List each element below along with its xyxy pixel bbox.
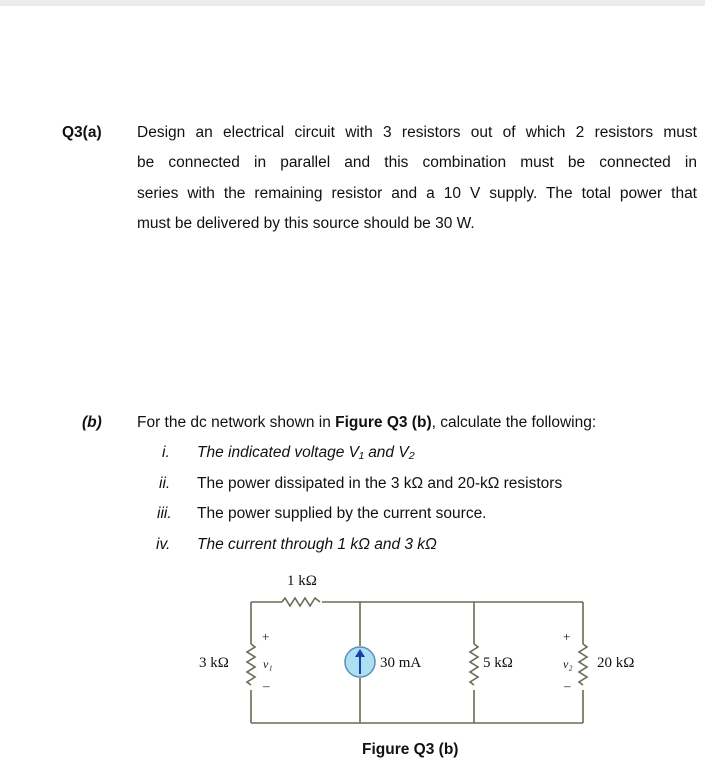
item-text: The power supplied by the current source. [197,505,487,522]
label-3k: 3 kΩ [199,655,229,671]
item-num: iv. [156,536,171,553]
v2-plus: + [563,629,571,644]
item-text: The current through 1 kΩ and 3 kΩ [197,536,437,553]
question-label-b: (b) [82,414,102,431]
item-text: The indicated voltage V₁ and V₂ [197,444,415,461]
q3a-line-1: Design an electrical circuit with 3 resistors out of which 2 resistors must [137,124,697,141]
label-20k: 20 kΩ [597,655,635,671]
resistor-1k [282,598,320,606]
resistor-3k [247,644,255,685]
v2-minus: – [564,678,571,693]
resistor-5k [470,644,478,685]
v1-plus: + [262,629,270,644]
item-num: iii. [157,505,172,522]
question-label-q3a: Q3(a) [62,124,102,141]
q3a-line-2: be connected in parallel and this combination must be connected in [137,154,697,171]
resistor-20k [579,644,587,685]
item-text: The power dissipated in the 3 kΩ and 20-kΩ resistors [197,475,563,492]
label-1k: 1 kΩ [287,573,317,589]
label-v1: v₁ [263,657,273,671]
item-num: ii. [159,475,171,492]
label-5k: 5 kΩ [483,655,513,671]
q3a-line-3: series with the remaining resistor and a 10 V supply. The total power that [137,185,697,202]
label-30ma: 30 mA [380,655,422,671]
figure-caption: Figure Q3 (b) [362,741,459,758]
item-num: i. [162,444,170,461]
label-v2: v₂ [563,657,573,671]
q3b-intro: For the dc network shown in Figure Q3 (b), calculate the following: [137,414,597,431]
v1-minus: – [263,678,270,693]
q3a-line-4: must be delivered by this source should be 30 W. [137,215,475,232]
